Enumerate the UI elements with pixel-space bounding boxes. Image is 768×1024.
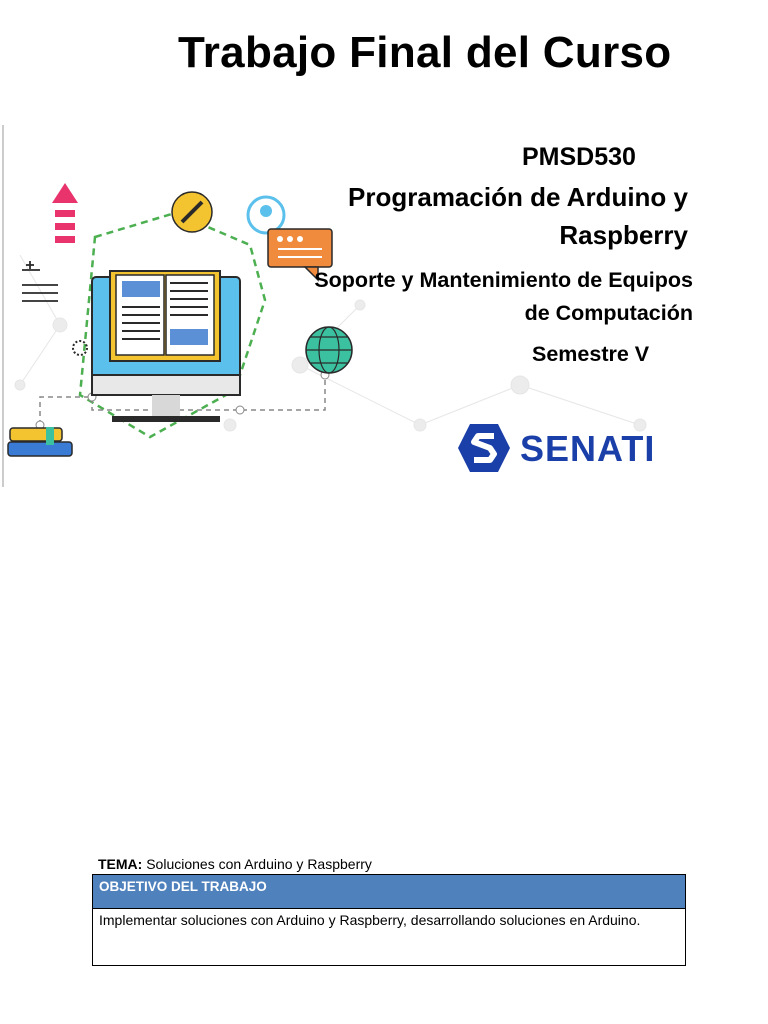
- senati-logo: [456, 420, 656, 476]
- tema-line: [98, 856, 372, 872]
- course-code: PMSD530: [522, 143, 636, 171]
- cover-banner: [0, 125, 768, 487]
- career-name: Soporte y Mantenimiento de Equipos de Computación: [314, 268, 693, 325]
- senati-wordmark: SENATI: [520, 428, 656, 469]
- page-title: Trabajo Final del Curso: [178, 28, 672, 77]
- objective-text: Implementar soluciones con Arduino y Raspberry, desarrollando soluciones en Arduino.: [99, 912, 641, 928]
- tema-label: TEMA:: [98, 856, 143, 872]
- objective-table: [92, 874, 686, 966]
- course-name: Programación de Arduino y Raspberry: [348, 182, 688, 250]
- senati-emblem-icon: [456, 420, 512, 476]
- semester: Semestre V: [532, 342, 650, 366]
- tema-value: Soluciones con Arduino y Raspberry: [146, 856, 372, 872]
- objective-header: OBJETIVO DEL TRABAJO: [93, 875, 685, 909]
